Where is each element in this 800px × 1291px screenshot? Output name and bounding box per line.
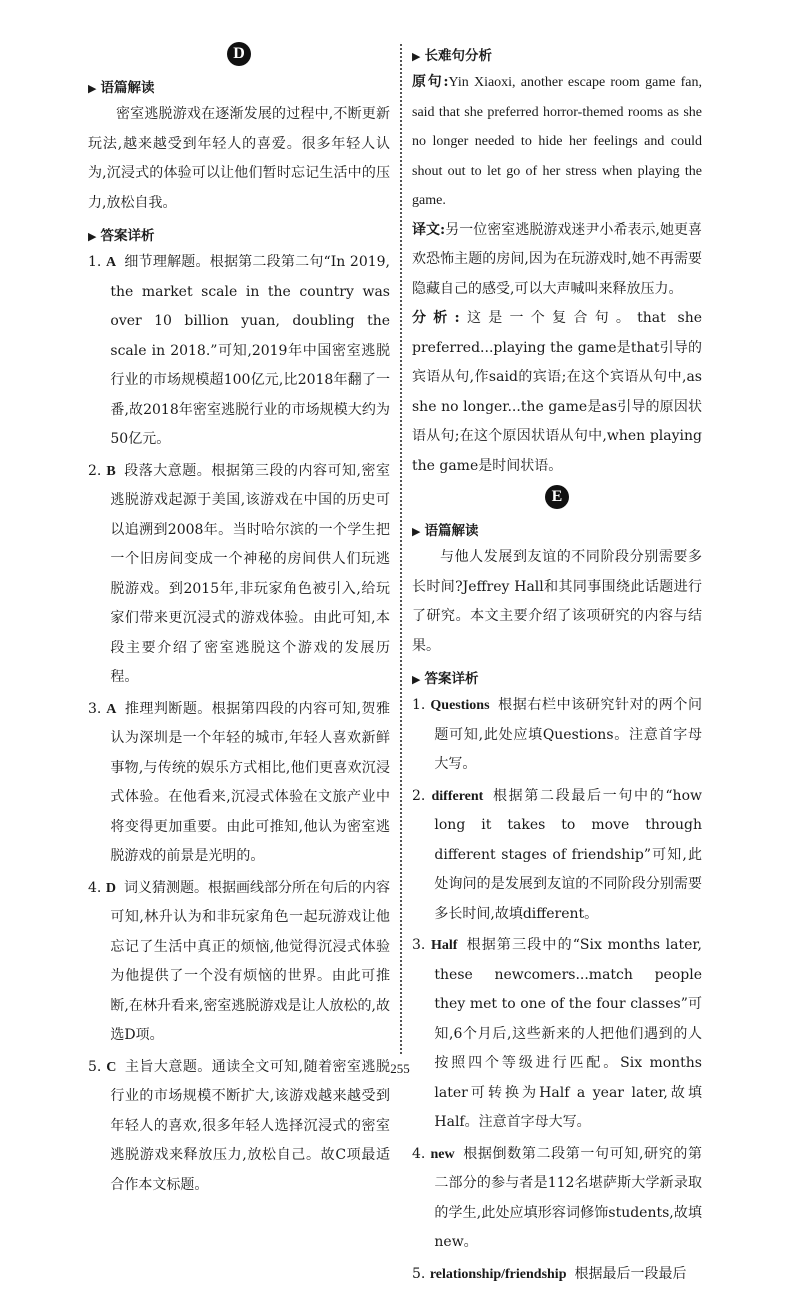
section-heading-answers-d: ▶ 答案详析: [88, 228, 155, 244]
answer-item: 4. D 词义猜测题。根据画线部分所在句后的内容可知,林升认为和非玩家角色一起玩游戏让他忘记了生活中真正的烦恼,他觉得沉浸式体验为他提供了一个没有烦恼的世界。由此可推断,在林升看来,密室逃脱游戏是让人放松的,故选D项。: [88, 879, 391, 1043]
page-number: 255: [390, 1061, 410, 1076]
section-heading-reading-e: ▶ 语篇解读: [412, 523, 479, 539]
answer-item: 5. C 主旨大意题。通读全文可知,随着密室逃脱行业的市场规模不断扩大,该游戏越来越受到年轻人的喜欢,很多年轻人选择沉浸式的密室逃脱游戏来释放压力,放松自己。故C项最适合作本文标题。: [88, 1058, 390, 1193]
arrow-icon: ▶: [88, 82, 97, 95]
arrow-icon: ▶: [412, 673, 421, 686]
answer-item: 3. Half 根据第三段中的“Six months later, these newcomers...match people they met to one of the four classes”可知,6个月后,这些新来的人把他们遇到的人按照四个等级进行匹配。Six months later可转换为Half a year later,故填Half。注意首字母大写。: [412, 937, 702, 1130]
left-column: [88, 38, 390, 1202]
reading-summary-e: 与他人发展到友谊的不同阶段分别需要多长时间?Jeffrey Hall和其同事围绕此话题进行了研究。本文主要介绍了该项研究的内容与结果。: [412, 549, 702, 654]
answer-item: 2. different 根据第二段最后一句中的“how long it takes to move through different stages of friendship”可知,此处询问的是发展到友谊的不同阶段分别需要多长时间,故填different。: [412, 787, 702, 922]
answer-item: 1. A 细节理解题。根据第二段第二句“In 2019, the market scale in the country was over 10 billion yuan, doubling the scale in 2018.”可知,2019年中国密室逃脱行业的市场规模超100亿元,比2018年翻了一番,故2018年密室逃脱行业的市场规模大约为50亿元。: [88, 254, 391, 447]
passage-e-badge: E: [412, 485, 702, 509]
section-heading-long-sentence: ▶ 长难句分析: [412, 48, 492, 64]
answer-item: 2. B 段落大意题。根据第三段的内容可知,密室逃脱游戏起源于美国,该游戏在中国的历史可以追溯到2008年。当时哈尔滨的一个学生把一个旧房间变成一个神秘的房间供人们玩逃脱游戏。到2015年,非玩家角色被引入,给玩家们带来更沉浸式的游戏体验。由此可知,本段主要介绍了密室逃脱这个游戏的发展历程。: [88, 462, 391, 685]
answer-item: 4. new 根据倒数第二段第一句可知,研究的第二部分的参与者是112名堪萨斯大学新录取的学生,此处应填形容词修饰students,故填new。: [412, 1145, 703, 1250]
right-column: [412, 38, 702, 1291]
answer-item: 1. Questions 根据右栏中该研究针对的两个问题可知,此处应填Questions。注意首字母大写。: [412, 697, 703, 772]
section-heading-answers-e: ▶ 答案详析: [412, 671, 479, 687]
passage-d-badge: D: [88, 42, 390, 66]
arrow-icon: ▶: [412, 525, 421, 538]
section-heading-reading-d: ▶ 语篇解读: [88, 80, 155, 96]
answer-item: 5. relationship/friendship 根据最后一段最后: [412, 1265, 687, 1282]
column-divider: [400, 44, 402, 1054]
reading-summary-d: 密室逃脱游戏在逐渐发展的过程中,不断更新玩法,越来越受到年轻人的喜爱。很多年轻人认为,沉浸式的体验可以让他们暂时忘记生活中的压力,放松自我。: [88, 106, 390, 211]
analysis: 分析:这是一个复合句。that she preferred...playing the game是that引导的宾语从句,作said的宾语;在这个宾语从句中,as she no longer...the game是as引导的原因状语从句;在这个原因状语从句中,when playing the game是时间状语。: [412, 310, 702, 474]
answer-item: 3. A 推理判断题。根据第四段的内容可知,贺雅认为深圳是一个年轻的城市,年轻人喜欢新鲜事物,与传统的娱乐方式相比,他们更喜欢沉浸式体验。在他看来,沉浸式体验在文旅产业中将变得更加重要。由此可推知,他认为密室逃脱游戏的前景是光明的。: [88, 700, 390, 864]
translation: 译文:另一位密室逃脱游戏迷尹小希表示,她更喜欢恐怖主题的房间,因为在玩游戏时,她不再需要隐藏自己的感受,可以大声喊叫来释放压力。: [412, 221, 703, 297]
arrow-icon: ▶: [88, 230, 97, 243]
original-sentence: 原句:Yin Xiaoxi, another escape room game fan, said that she preferred horror-themed rooms as she no longer needed to hide her feelings and could shout out to let go of her stress when playing the game.: [412, 74, 703, 208]
arrow-icon: ▶: [412, 50, 421, 63]
